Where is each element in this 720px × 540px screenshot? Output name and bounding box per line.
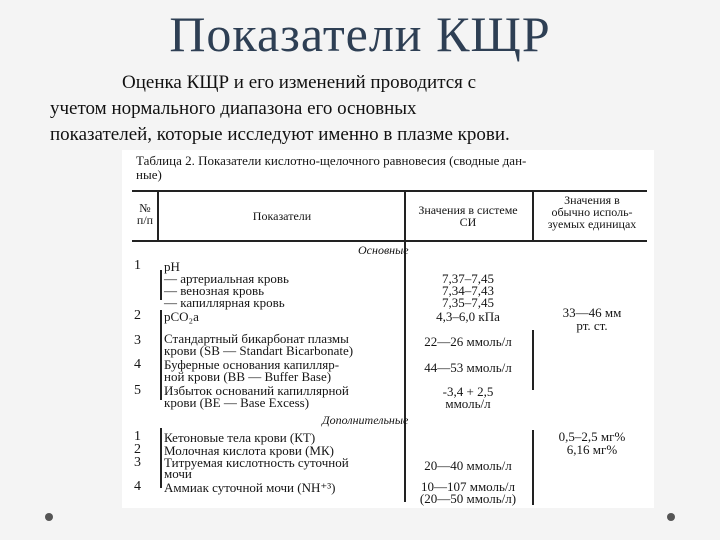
slide-title: Показатели КЩР <box>169 6 551 62</box>
row-number: 2 <box>134 308 141 323</box>
row-label: pCO₂а <box>164 309 199 324</box>
slide-dot-right <box>667 513 675 521</box>
row-usual-value: 33—46 мм <box>562 305 622 320</box>
row-label: ной крови (BB — Buffer Base) <box>164 369 332 384</box>
header-si: Значения в системе СИ <box>418 203 518 229</box>
caption-line: ные) <box>136 167 162 182</box>
row-value: 22—26 ммоль/л <box>424 334 512 349</box>
row-value: 4,3–6,0 кПа <box>436 309 500 324</box>
row-label: Молочная кислота крови (МК) <box>164 443 334 458</box>
row-number: 3 <box>134 333 141 348</box>
row-value: 44—53 ммоль/л <box>424 360 512 375</box>
row-number: 2 <box>134 442 141 457</box>
row-number: 3 <box>134 455 141 470</box>
row-value: 10—107 ммоль/л <box>420 479 516 494</box>
row-value: (20—50 ммоль/л) <box>419 491 517 506</box>
scanned-table <box>122 150 654 508</box>
intro-line: показателей, которые исследуют именно в плазме крови. <box>50 124 510 145</box>
row-label: — венозная кровь <box>164 283 265 298</box>
row-label: — артериальная кровь <box>164 271 289 286</box>
bracket-rule <box>160 270 162 300</box>
intro-paragraph <box>50 70 700 148</box>
header-indicators: Показатели <box>252 209 312 223</box>
header-usual: Значения в обычно исполь- зуемых единицах <box>547 193 637 231</box>
row-usual-value: 0,5–2,5 мг% <box>558 429 626 444</box>
rule <box>132 240 647 242</box>
row-number: 5 <box>134 383 141 398</box>
row-value: 7,35–7,45 <box>442 295 494 310</box>
section-main: Основные <box>358 243 409 257</box>
row-label: Титруемая кислотность суточной <box>164 455 349 470</box>
header-number: № п/п <box>136 201 154 227</box>
row-value: 20—40 ммоль/л <box>424 458 512 473</box>
row-label: Избыток оснований капиллярной <box>164 383 349 398</box>
row-number: 4 <box>134 479 141 494</box>
rule <box>132 190 647 192</box>
row-number: 1 <box>134 258 141 273</box>
row-usual-value: рт. ст. <box>576 318 608 333</box>
row-number: 1 <box>134 429 141 444</box>
caption-line: Таблица 2. Показатели кислотно-щелочного равновесия (сводные дан- <box>136 153 527 168</box>
bracket-rule <box>532 330 534 390</box>
slide-dot-left <box>45 513 53 521</box>
bracket-rule <box>160 428 162 488</box>
row-value: 7,37–7,45 <box>442 271 494 286</box>
row-label: Буферные основания капилляр- <box>164 357 340 372</box>
row-label: — капиллярная кровь <box>164 295 285 310</box>
intro-line: учетом нормального диапазона его основных <box>50 98 417 119</box>
row-value: -3,4 + 2,5 <box>442 384 494 399</box>
row-label: Стандартный бикарбонат плазмы <box>164 331 349 346</box>
row-label: pH <box>164 259 180 274</box>
intro-line: Оценка КЩР и его изменений проводится с <box>122 72 477 93</box>
row-value: 7,34–7,43 <box>442 283 494 298</box>
row-label: крови (BE — Base Excess) <box>164 395 310 410</box>
section-extra: Дополнительные <box>322 413 409 427</box>
row-label: мочи <box>164 466 192 481</box>
row-value: ммоль/л <box>445 396 491 411</box>
row-number: 4 <box>134 357 141 372</box>
table-caption <box>136 154 646 182</box>
bracket-rule <box>160 310 162 400</box>
row-label: крови (SB — Standart Bicarbonate) <box>164 343 354 358</box>
row-label: Кетоновые тела крови (КТ) <box>164 430 316 445</box>
row-label: Аммиак суточной мочи (NH⁺³) <box>164 480 336 495</box>
row-usual-value: 6,16 мг% <box>566 442 618 457</box>
column-rule <box>157 192 159 240</box>
